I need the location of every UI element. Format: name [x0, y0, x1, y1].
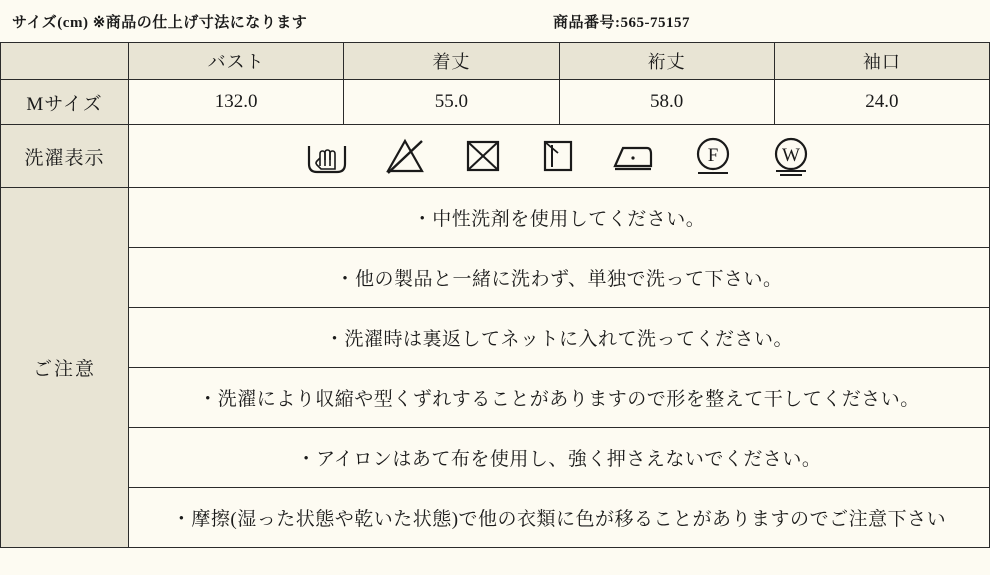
- note-row: [1, 428, 990, 488]
- corner-cell: [1, 43, 129, 80]
- cell-cuff-value: 24.0: [774, 80, 989, 125]
- note-row: [1, 248, 990, 308]
- cell-sleeve-span-value: 58.0: [559, 80, 774, 125]
- product-number-text: 商品番号:565-75157: [553, 14, 690, 31]
- table-row: [1, 80, 990, 125]
- cell-length-value: 55.0: [344, 80, 559, 125]
- note-item-1: ・中性洗剤を使用してください。: [129, 188, 990, 248]
- note-item-3: ・洗濯時は裏返してネットに入れて洗ってください。: [129, 308, 990, 368]
- wet-clean-w-icon: [769, 135, 813, 177]
- dry-clean-f-icon: [691, 135, 735, 177]
- hand-wash-icon: [305, 136, 349, 176]
- note-row: [1, 188, 990, 248]
- cell-bust-value: 132.0: [129, 80, 344, 125]
- column-header-cuff: 袖口: [774, 43, 989, 80]
- iron-low-icon: [609, 136, 657, 176]
- table-header-row: [1, 43, 990, 80]
- column-header-sleeve-span: 裄丈: [559, 43, 774, 80]
- wash-symbols-row: [1, 125, 990, 188]
- note-item-6: ・摩擦(湿った状態や乾いた状態)で他の衣類に色が移ることがありますのでご注意下さい: [129, 488, 990, 548]
- no-bleach-icon: [383, 136, 427, 176]
- size-chart-table: [0, 42, 990, 548]
- note-item-4: ・洗濯により収縮や型くずれすることがありますので形を整えて干してください。: [129, 368, 990, 428]
- row-label-wash-display: 洗濯表示: [1, 125, 129, 188]
- svg-text:W: W: [782, 145, 800, 166]
- wash-symbols-cell: [129, 125, 990, 188]
- row-label-notes: ご注意: [1, 188, 129, 548]
- row-label-m-size: Mサイズ: [1, 80, 129, 125]
- note-row: [1, 488, 990, 548]
- svg-text:F: F: [707, 145, 719, 166]
- note-row: [1, 368, 990, 428]
- no-tumble-dry-icon: [461, 136, 505, 176]
- note-row: [1, 308, 990, 368]
- note-item-2: ・他の製品と一緒に洗わず、単独で洗って下さい。: [129, 248, 990, 308]
- column-header-length: 着丈: [344, 43, 559, 80]
- wash-symbol-strip: [129, 125, 989, 187]
- note-item-5: ・アイロンはあて布を使用し、強く押さえないでください。: [129, 428, 990, 488]
- drip-dry-in-shade-icon: [539, 136, 575, 176]
- size-note-text: サイズ(cm) ※商品の仕上げ寸法になります: [12, 14, 308, 31]
- column-header-bust: バスト: [129, 43, 344, 80]
- chart-header: [0, 0, 990, 42]
